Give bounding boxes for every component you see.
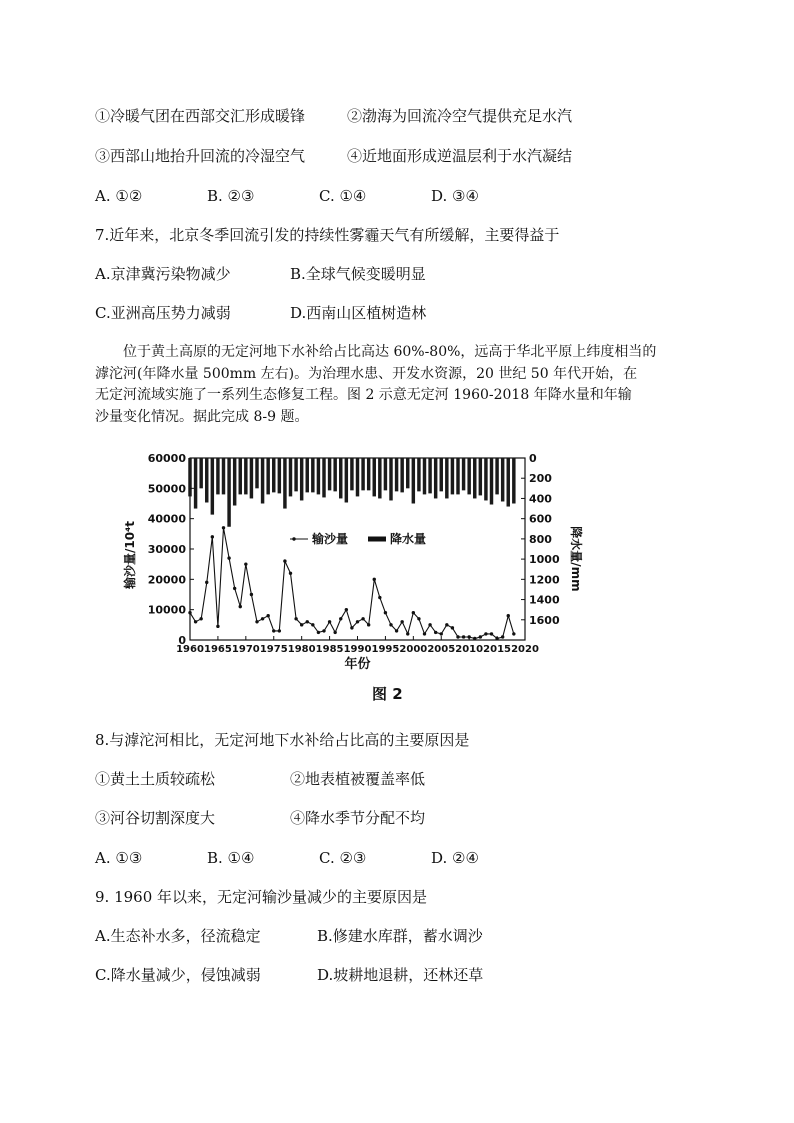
legend-sediment-marker bbox=[292, 537, 295, 540]
q6-option-2: ②渤海为回流冷空气提供充足水汽 bbox=[347, 107, 573, 125]
precipitation-bar bbox=[423, 458, 426, 494]
q9-choice-c: C.降水量减少，侵蚀减弱 bbox=[95, 966, 261, 984]
sediment-point bbox=[222, 526, 225, 529]
q9-choice-d: D.坡耕地退耕，还林还草 bbox=[317, 966, 484, 984]
q9-stem: 9. 1960 年以来，无定河输沙量减少的主要原因是 bbox=[95, 888, 428, 906]
sediment-point bbox=[406, 632, 409, 635]
precipitation-bar bbox=[451, 458, 454, 494]
q8-option-1: ①黄土土质较疏松 bbox=[95, 770, 216, 788]
precipitation-bar bbox=[294, 458, 297, 491]
precipitation-bar bbox=[440, 458, 443, 491]
q7-stem: 7.近年来，北京冬季回流引发的持续性雾霾天气有所缓解，主要得益于 bbox=[95, 226, 560, 244]
sediment-point bbox=[384, 611, 387, 614]
right-axis-tick-label: 0 bbox=[529, 452, 537, 465]
q7-choices-row-1 bbox=[95, 264, 426, 284]
x-axis-tick-label: 2010 bbox=[455, 644, 484, 655]
q8-choice-c: C. ②③ bbox=[319, 849, 367, 867]
right-axis-tick-label: 1600 bbox=[529, 613, 560, 627]
sediment-point bbox=[239, 605, 242, 608]
q9-choices-row-2 bbox=[95, 965, 483, 985]
precipitation-bar bbox=[250, 458, 253, 498]
precipitation-bar bbox=[345, 458, 348, 502]
sediment-point bbox=[434, 631, 437, 634]
legend-precip-label: 降水量 bbox=[390, 532, 427, 546]
sediment-point bbox=[473, 637, 476, 640]
precipitation-bar bbox=[317, 458, 320, 494]
precipitation-bar bbox=[188, 458, 191, 496]
q7-choice-b: B.全球气候变暖明显 bbox=[290, 265, 426, 283]
precipitation-bar bbox=[306, 458, 309, 492]
x-axis-tick-label: 1985 bbox=[315, 644, 344, 655]
precipitation-bar bbox=[462, 458, 465, 490]
precipitation-bar bbox=[328, 458, 331, 490]
sediment-point bbox=[289, 572, 292, 575]
precipitation-bar bbox=[233, 458, 236, 506]
sediment-point bbox=[255, 620, 258, 623]
precipitation-bar bbox=[378, 458, 381, 498]
precipitation-bar bbox=[283, 458, 286, 509]
right-axis-tick-label: 400 bbox=[529, 492, 552, 506]
left-axis-tick-label: 30000 bbox=[147, 543, 186, 556]
q6-option-1: ①冷暖气团在西部交汇形成暖锋 bbox=[95, 107, 306, 125]
q8-choice-b: B. ①④ bbox=[207, 849, 255, 867]
precipitation-bar bbox=[255, 458, 258, 488]
precipitation-bar bbox=[484, 458, 487, 500]
right-axis-tick-label: 1000 bbox=[529, 553, 560, 567]
precipitation-bar bbox=[467, 458, 470, 494]
sediment-point bbox=[501, 635, 504, 638]
q6-option-row-1 bbox=[95, 106, 572, 126]
precipitation-bar bbox=[501, 458, 504, 501]
precipitation-bar bbox=[278, 458, 281, 493]
figure-2-chart bbox=[123, 444, 583, 674]
sediment-point bbox=[283, 559, 286, 562]
q8-option-row-2 bbox=[95, 808, 425, 828]
q7-choice-c: C.亚洲高压势力减弱 bbox=[95, 304, 231, 322]
precipitation-bar bbox=[473, 458, 476, 498]
left-axis-title: 输沙量/10⁴t bbox=[123, 520, 137, 590]
q6-choices bbox=[95, 186, 479, 206]
sediment-point bbox=[445, 623, 448, 626]
x-axis-title: 年份 bbox=[344, 657, 371, 672]
sediment-point bbox=[317, 631, 320, 634]
q6-choice-c: C. ①④ bbox=[319, 187, 367, 205]
x-axis-tick-label: 1990 bbox=[343, 644, 372, 655]
sediment-point bbox=[306, 620, 309, 623]
precipitation-bar bbox=[507, 458, 510, 507]
precipitation-bar bbox=[339, 458, 342, 498]
sediment-point bbox=[266, 614, 269, 617]
sediment-point bbox=[507, 614, 510, 617]
q8-stem: 8.与滹沱河相比，无定河地下水补给占比高的主要原因是 bbox=[95, 731, 470, 749]
precipitation-bar bbox=[445, 458, 448, 498]
q7-choice-a: A.京津冀污染物减少 bbox=[95, 265, 231, 283]
precipitation-bar bbox=[333, 458, 336, 491]
precipitation-bar bbox=[479, 458, 482, 495]
left-axis-tick-label: 50000 bbox=[147, 482, 186, 496]
sediment-point bbox=[322, 629, 325, 632]
precipitation-bar bbox=[261, 458, 264, 504]
sediment-point bbox=[294, 617, 297, 620]
precipitation-bar bbox=[216, 458, 219, 494]
left-axis-tick-label: 60000 bbox=[147, 452, 186, 465]
passage-line-3: 无定河流域实施了一系列生态修复工程。图 2 示意无定河 1960-2018 年降水量和年输 bbox=[95, 387, 632, 403]
sediment-point bbox=[350, 626, 353, 629]
passage-line-1: 位于黄土高原的无定河地下水补给占比高达 60%-80%，远高于华北平原上纬度相当的 bbox=[123, 344, 657, 360]
sediment-point bbox=[261, 617, 264, 620]
figure-caption: 图 2 bbox=[372, 685, 403, 703]
q9-choices-row-1 bbox=[95, 926, 483, 946]
q7-choices-row-2 bbox=[95, 303, 426, 323]
sediment-point bbox=[188, 611, 191, 614]
precipitation-bar bbox=[322, 458, 325, 497]
q6-option-3: ③西部山地抬升回流的冷湿空气 bbox=[95, 147, 306, 165]
x-axis-tick-label: 2020 bbox=[511, 644, 539, 655]
right-axis-title: 降水量/mm bbox=[569, 526, 583, 592]
passage-line-4: 沙量变化情况。据此完成 8-9 题。 bbox=[95, 408, 309, 425]
sediment-point bbox=[278, 629, 281, 632]
x-axis-tick-label: 1960 bbox=[176, 644, 204, 655]
left-axis-tick-label: 0 bbox=[178, 634, 186, 647]
q8-option-3: ③河谷切割深度大 bbox=[95, 809, 216, 827]
precipitation-bar bbox=[389, 458, 392, 500]
precipitation-bar bbox=[434, 458, 437, 498]
sediment-point bbox=[227, 556, 230, 559]
q8-choices bbox=[95, 848, 479, 868]
sediment-point bbox=[378, 596, 381, 599]
right-axis-tick-label: 1200 bbox=[529, 573, 560, 587]
precipitation-bar bbox=[428, 458, 431, 493]
precipitation-bar bbox=[300, 458, 303, 500]
sediment-point bbox=[490, 632, 493, 635]
sediment-point bbox=[440, 632, 443, 635]
x-axis-tick-label: 1965 bbox=[203, 644, 232, 655]
precipitation-bar bbox=[412, 458, 415, 504]
sediment-point bbox=[462, 635, 465, 638]
sediment-point bbox=[199, 617, 202, 620]
sediment-point bbox=[211, 535, 214, 538]
sediment-point bbox=[300, 623, 303, 626]
precipitation-bar bbox=[417, 458, 420, 491]
sediment-point bbox=[367, 623, 370, 626]
q8-choice-d: D. ②④ bbox=[431, 849, 479, 867]
x-axis-tick-label: 1980 bbox=[287, 644, 316, 655]
q6-choice-b: B. ②③ bbox=[207, 187, 255, 205]
precipitation-bar bbox=[311, 458, 314, 492]
precipitation-bar bbox=[205, 458, 208, 502]
sediment-point bbox=[356, 620, 359, 623]
sediment-point bbox=[361, 617, 364, 620]
precipitation-bar bbox=[227, 458, 230, 527]
q6-choice-d: D. ③④ bbox=[431, 187, 479, 205]
sediment-point bbox=[423, 632, 426, 635]
precipitation-bar bbox=[244, 458, 247, 494]
q7-choice-d: D.西南山区植树造林 bbox=[290, 304, 427, 322]
precipitation-bar bbox=[395, 458, 398, 491]
x-axis-tick-label: 1970 bbox=[231, 644, 260, 655]
passage bbox=[95, 342, 705, 428]
sediment-point bbox=[333, 631, 336, 634]
precipitation-bar bbox=[373, 458, 376, 496]
precipitation-bar bbox=[350, 458, 353, 490]
precipitation-bar bbox=[194, 458, 197, 509]
q6-option-row-2 bbox=[95, 146, 572, 166]
right-axis-tick-label: 800 bbox=[529, 532, 552, 546]
precipitation-bar bbox=[406, 458, 409, 488]
sediment-point bbox=[194, 620, 197, 623]
sediment-point bbox=[451, 626, 454, 629]
sediment-point bbox=[328, 620, 331, 623]
q8-option-row-1 bbox=[95, 769, 425, 789]
precipitation-bar bbox=[400, 458, 403, 492]
sediment-point bbox=[311, 623, 314, 626]
sediment-point bbox=[456, 635, 459, 638]
precipitation-bar bbox=[239, 458, 242, 494]
sediment-point bbox=[395, 629, 398, 632]
legend-sediment-label: 输沙量 bbox=[312, 532, 349, 546]
precipitation-bar bbox=[361, 458, 364, 490]
precipitation-bar bbox=[456, 458, 459, 494]
precipitation-bar bbox=[211, 458, 214, 515]
sediment-point bbox=[479, 635, 482, 638]
left-axis-tick-label: 20000 bbox=[147, 573, 186, 587]
sediment-point bbox=[339, 617, 342, 620]
sediment-point bbox=[389, 623, 392, 626]
x-axis-tick-label: 1995 bbox=[371, 644, 400, 655]
precipitation-bar bbox=[222, 458, 225, 494]
sediment-point bbox=[428, 623, 431, 626]
sediment-point bbox=[272, 629, 275, 632]
x-axis-tick-label: 1975 bbox=[259, 644, 288, 655]
sediment-point bbox=[205, 581, 208, 584]
q9-choice-b: B.修建水库群，蓄水调沙 bbox=[317, 927, 483, 945]
sediment-point bbox=[400, 620, 403, 623]
sediment-point bbox=[244, 562, 247, 565]
right-axis-tick-label: 200 bbox=[529, 472, 552, 486]
q6-choice-a: A. ①② bbox=[95, 187, 143, 205]
q8-option-2: ②地表植被覆盖率低 bbox=[290, 770, 426, 788]
x-axis-tick-label: 2015 bbox=[483, 644, 512, 655]
x-axis-tick-label: 2005 bbox=[427, 644, 456, 655]
sediment-point bbox=[250, 593, 253, 596]
passage-line-2: 滹沱河(年降水量 500mm 左右)。为治理水患、开发水资源，20 世纪 50 年代开始，在 bbox=[95, 365, 638, 382]
precipitation-bar bbox=[289, 458, 292, 496]
legend-precip-swatch bbox=[368, 537, 386, 542]
sediment-point bbox=[512, 632, 515, 635]
right-axis-tick-label: 600 bbox=[529, 512, 552, 526]
precipitation-bar bbox=[495, 458, 498, 494]
q9-choice-a: A.生态补水多，径流稳定 bbox=[95, 927, 261, 945]
sediment-point bbox=[417, 617, 420, 620]
sediment-point bbox=[216, 625, 219, 628]
precipitation-bar bbox=[272, 458, 275, 492]
sediment-line bbox=[190, 528, 514, 639]
precipitation-bar bbox=[199, 458, 202, 488]
left-axis-tick-label: 10000 bbox=[147, 603, 186, 617]
precipitation-bar bbox=[384, 458, 387, 490]
sediment-point bbox=[373, 578, 376, 581]
q8-option-4: ④降水季节分配不均 bbox=[290, 809, 426, 827]
left-axis-tick-label: 40000 bbox=[147, 512, 186, 526]
precipitation-bar bbox=[367, 458, 370, 490]
precipitation-bar bbox=[512, 458, 515, 504]
q8-choice-a: A. ①③ bbox=[95, 849, 143, 867]
sediment-point bbox=[412, 611, 415, 614]
precipitation-bar bbox=[356, 458, 359, 496]
right-axis-tick-label: 1400 bbox=[529, 593, 560, 607]
x-axis-tick-label: 2000 bbox=[399, 644, 428, 655]
precipitation-bar bbox=[490, 458, 493, 505]
sediment-point bbox=[484, 632, 487, 635]
precipitation-bar bbox=[266, 458, 269, 494]
q6-option-4: ④近地面形成逆温层利于水汽凝结 bbox=[347, 147, 573, 165]
sediment-point bbox=[233, 587, 236, 590]
sediment-point bbox=[345, 608, 348, 611]
